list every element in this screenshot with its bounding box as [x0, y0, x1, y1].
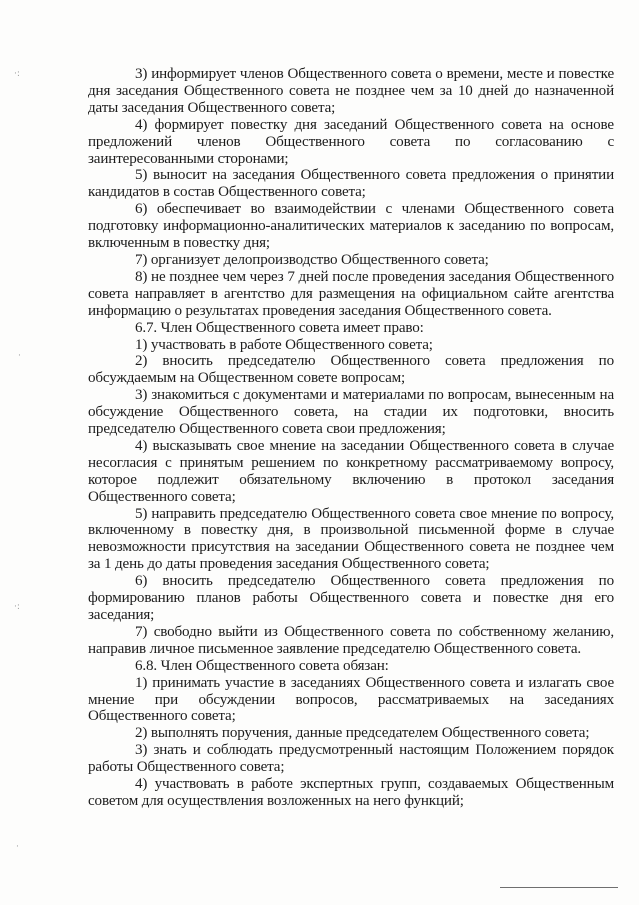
rights-item-5: 5) направить председателю Общественного совета свое мнение по вопросу, включенному в повестку дня, в произвольной письменной форме в случае невозможности присутствия на заседании Общественного совета не позднее чем за 1 день до даты проведения заседания Общественного совета;: [88, 505, 614, 573]
paragraph-item-7: 7) организует делопроизводство Общественного совета;: [135, 251, 489, 268]
duties-item-2: 2) выполнять поручения, данные председателем Общественного совета;: [135, 725, 590, 742]
duties-item-1: 1) принимать участие в заседаниях Общественного совета и излагать свое мнение при обсуждении вопросов, рассматриваемых на заседаниях Общественного совета;: [88, 674, 614, 725]
paragraph-item-8: 8) не позднее чем через 7 дней после проведения заседания Общественного совета направляет в агентство для размещения на официальном сайте агентства информацию о результатах проведения заседания Общественного совета.: [88, 268, 614, 319]
duties-item-4: 4) участвовать в работе экспертных групп, создаваемых Общественным советом для осуществления возложенных на него функций;: [88, 776, 614, 809]
duties-item-3: 3) знать и соблюдать предусмотренный настоящим Положением порядок работы Общественного совета;: [88, 742, 614, 776]
section-heading-6-7: 6.7. Член Общественного совета имеет право:: [135, 319, 424, 336]
scan-artifact: ·: [16, 842, 19, 852]
section-heading-6-8: 6.8. Член Общественного совета обязан:: [135, 657, 389, 674]
document-body: [88, 66, 614, 810]
rights-item-6: 6) вносить председателю Общественного совета предложения по формированию планов работы Общественного совета и повестке дня его заседания;: [88, 573, 614, 623]
paragraph-item-3: 3) информирует членов Общественного совета о времени, месте и повестке дня заседания Общественного совета не позднее чем за 10 дней до назначенной даты заседания Общественного совета;: [88, 66, 614, 116]
rights-item-4: 4) высказывать свое мнение на заседании Общественного совета в случае несогласия с принятым решением по конкретному рассматриваемому вопросу, которое подлежит обязательному включению в протокол заседания Общественного совета;: [88, 437, 614, 505]
scan-artifact: ·:: [14, 602, 20, 612]
footer-rule: [500, 887, 618, 888]
rights-item-2: 2) вносить председателю Общественного совета предложения по обсуждаемым на Общественном совете вопросам;: [88, 353, 614, 387]
scan-artifact: ·:: [14, 69, 20, 79]
rights-item-3: 3) знакомиться с документами и материалами по вопросам, вынесенным на обсуждение Общественного совета, на стадии их подготовки, вносить председателю Общественного совета свои предложения;: [88, 387, 614, 438]
paragraph-item-4: 4) формирует повестку дня заседаний Общественного совета на основе предложений членов Общественного совета по согласованию с заинтересованными сторонами;: [88, 116, 614, 167]
scan-artifact: ·: [18, 351, 21, 361]
rights-item-1: 1) участвовать в работе Общественного совета;: [135, 336, 433, 353]
paragraph-item-5: 5) выносит на заседания Общественного совета предложения о принятии кандидатов в состав Общественного совета;: [88, 167, 614, 201]
rights-item-7: 7) свободно выйти из Общественного совета по собственному желанию, направив личное письменное заявление председателю Общественного совета.: [88, 623, 614, 657]
paragraph-item-6: 6) обеспечивает во взаимодействии с членами Общественного совета подготовку информационно-аналитических материалов к заседанию по вопросам, включенным в повестку дня;: [88, 201, 614, 252]
